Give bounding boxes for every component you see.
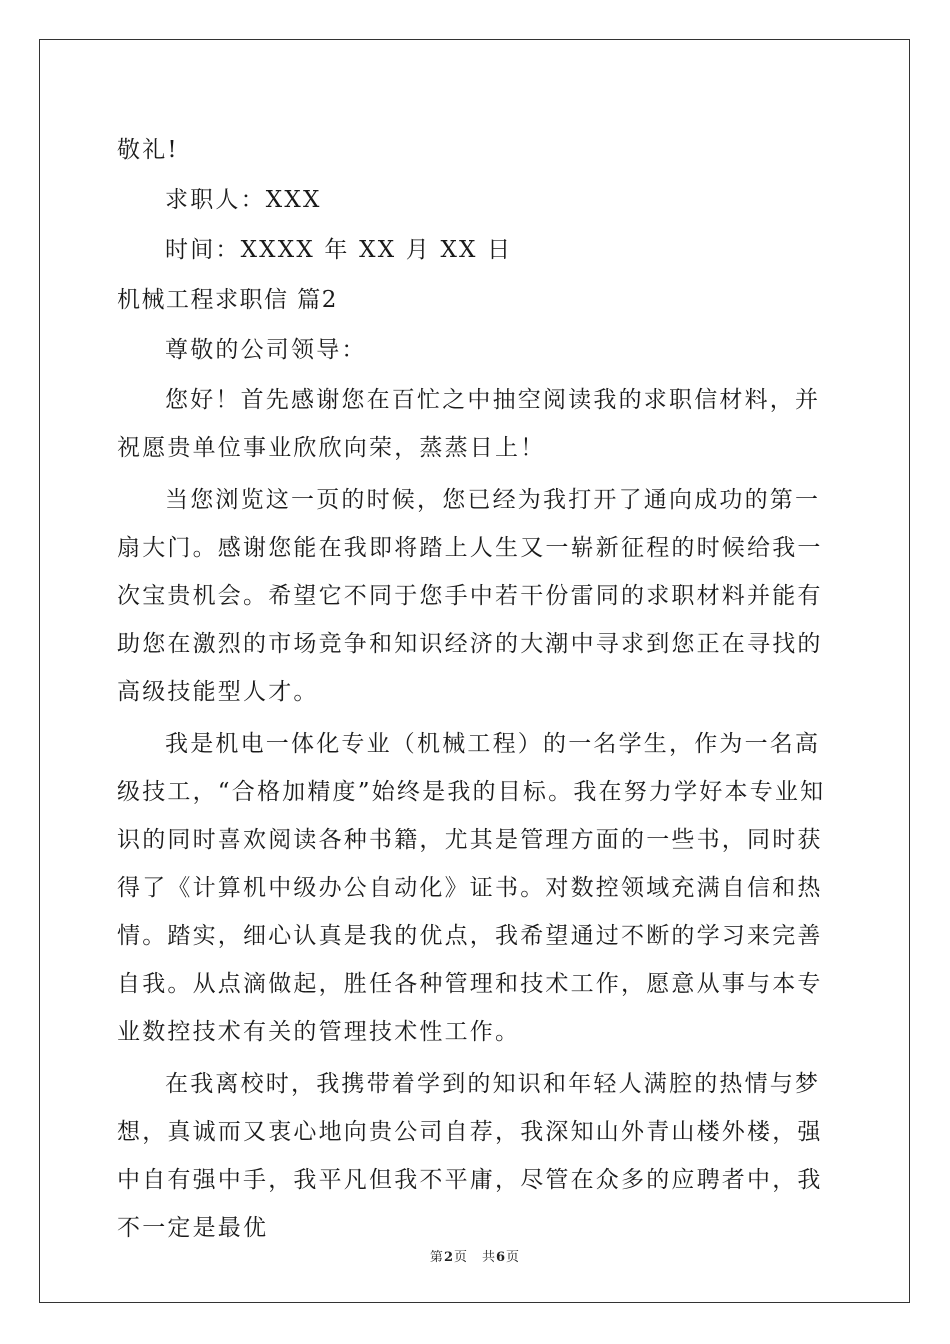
body-paragraph: 我是机电一体化专业（机械工程）的一名学生，作为一名高级技工，“合格加精度”始终是我的目标。我在努力学好本专业知识的同时喜欢阅读各种书籍，尤其是管理方面的一些书，同时获得了《计算机中级办公自动化》证书。对数控领域充满自信和热情。踏实，细心认真是我的优点，我希望通过不断的学习来完善自我。从点滴做起，胜任各种管理和技术工作，愿意从事与本专业数控技术有关的管理技术性工作。: [117, 731, 826, 1045]
closing-salutation: 敬礼!: [117, 137, 179, 163]
body-paragraph: 当您浏览这一页的时候，您已经为我打开了通向成功的第一扇大门。感谢您能在我即将踏上人生又一崭新征程的时候给我一次宝贵机会。希望它不同于您手中若干份雷同的求职材料并能有助您在激烈的市场竞争和知识经济的大潮中寻求到您正在寻找的高级技能型人才。: [117, 487, 823, 705]
body-paragraph: 您好！首先感谢您在百忙之中抽空阅读我的求职信材料，并祝愿贵单位事业欣欣向荣，蒸蒸日上！: [117, 387, 821, 461]
total-page-number: 6: [496, 1250, 507, 1265]
applicant-line: 求职人：XXX: [165, 187, 322, 213]
page-number-mid: 页 共: [453, 1250, 496, 1265]
date-line: 时间：XXXX 年 XX 月 XX 日: [165, 237, 513, 263]
page-footer: [0, 1246, 950, 1265]
page-number-suffix: 页: [506, 1250, 521, 1265]
body-paragraph: 在我离校时，我携带着学到的知识和年轻人满腔的热情与梦想，真诚而又衷心地向贵公司自荐，我深知山外青山楼外楼，强中自有强中手，我平凡但我不平庸，尽管在众多的应聘者中，我不一定是最优: [117, 1071, 823, 1241]
page-number-prefix: 第: [429, 1250, 444, 1265]
section-heading: 机械工程求职信 篇2: [117, 287, 338, 313]
document-body: [117, 126, 833, 1252]
greeting-line: 尊敬的公司领导：: [165, 337, 367, 363]
current-page-number: 2: [443, 1250, 454, 1265]
